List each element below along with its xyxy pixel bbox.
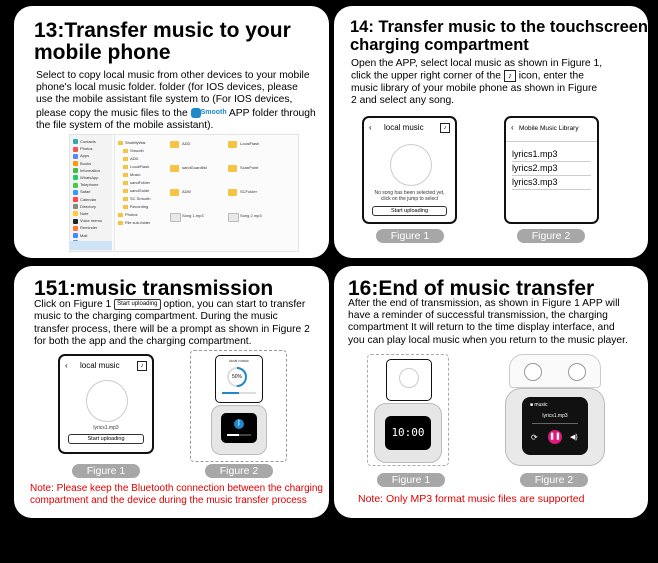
panel-music-transmission [14,266,329,518]
song-item[interactable]: lyrics2.mp3 [512,162,591,176]
panel-13-title [34,20,291,64]
panel-transfer-to-compartment [334,6,648,258]
p13-body-line: the file system of the mobile assistant). [36,119,214,131]
p13-body-text: APP folder through [228,107,316,119]
sidebar-item-label: Telephone [80,182,99,188]
p13-body-line: phone's local music folder. folder (for IOS devices, please [36,82,298,94]
album-circle [86,380,128,422]
mini-phone [215,355,263,403]
p13-body-line: Select to copy local music from other devices to your mobile [36,70,310,81]
sidebar-item-label: Photos [80,146,93,152]
no-song-line: No song has been selected yet, [374,190,445,196]
file-icon[interactable] [170,213,181,222]
folder-icon[interactable] [170,165,179,172]
header-divider [506,141,597,142]
mini-phone-circle [399,368,419,388]
progress-ring [227,367,247,387]
figure-2-illustration [499,354,609,466]
case-screen [385,416,431,450]
panel-15-body [34,299,326,348]
panel-14-body [351,58,645,108]
folder-icon [123,157,128,161]
panel-13-body [36,70,326,132]
smooth-app-icon [191,108,201,118]
tree-item-label: Recording [130,204,149,209]
folder-icon [123,173,128,177]
mini-phone-header: local music [229,358,249,363]
tree-item-label: File sub-folder [125,220,151,225]
sidebar-item-label: Safari [80,189,91,195]
p14-body-line: music library of your mobile phone as shown in Figure [351,83,598,95]
p13-body-line: use the mobile assistant file system to (For IOS devices, [36,94,293,106]
folder-label: SCFolder [240,189,257,194]
folder-label: ScanPoint [240,165,259,170]
no-song-line: click on the jump to select [380,196,439,202]
phone-header-title: local music [384,123,424,132]
panel-14-title-line1: 14: Transfer music to the touchscreen [350,18,648,36]
file-icon[interactable] [228,213,239,222]
p15-body-line: transfer process, there will be a prompt as shown in Figure 2 [34,323,310,335]
folder-icon[interactable] [170,189,179,196]
figure-1-label: Figure 1 [376,229,444,243]
file-manager-sidebar [70,135,112,251]
note-line: compartment and the device during the music transfer process [30,495,307,506]
file-manager-screenshot [69,134,299,252]
sidebar-item-label: Contacts [80,139,96,144]
sidebar-selected-highlight [70,241,112,250]
tree-item[interactable] [118,218,150,227]
sidebar-item-label: WhatsApp [80,175,99,180]
tree-item-label: ADD [130,156,139,161]
folder-icon [123,181,128,185]
panel-13-title-line1: 13:Transfer music to your [34,19,291,42]
phone-music-library [504,116,599,224]
tree-item-label: ShotMyWar [125,140,146,145]
sidebar-item-label: Information [80,167,101,173]
sidebar-item-label: Note [80,211,89,216]
tree-item-label: Smooth [130,148,144,153]
selected-song: lyrics1.mp3 [93,425,119,431]
player-label: music [534,402,548,408]
file-manager-grid [166,139,296,247]
p16-body-line: you can play local music when you return to the music player. [348,334,628,346]
start-uploading-button[interactable]: Start uploading [68,434,144,444]
p15-body-line [34,299,326,311]
folder-icon [123,197,128,201]
p14-body-line: Open the APP, select local music as shown in Figure 1, [351,58,603,69]
back-chevron-icon[interactable]: ‹ [369,123,372,132]
player-label-row [530,402,547,408]
phone-local-music-uploading [58,354,154,454]
folder-icon [118,213,123,217]
panel-14-title [350,18,648,54]
phone-header-title: local music [80,361,120,370]
case-screen [221,413,257,443]
figure-2-label: Figure 2 [517,229,585,243]
charging-case [374,403,442,463]
case-body [505,388,605,466]
panel-15-title: 151:music transmission [34,277,274,300]
music-library-icon[interactable]: ♪ [440,123,450,133]
sidebar-item-label: Reminder [80,225,98,231]
player-progress-bar [532,423,578,424]
bluetooth-note [30,483,328,507]
left-earbud-icon [524,363,542,381]
start-uploading-button[interactable]: Start uploading [372,206,447,216]
inline-start-uploading-button: Start uploading [114,299,160,310]
panel-13-title-line2: mobile phone [34,41,171,64]
sidebar-item-label: Mail [80,232,88,238]
folder-icon[interactable] [228,189,237,196]
tree-item-label: LocalFlash [130,164,150,169]
music-small-icon: ■ [530,402,534,408]
folder-icon [123,165,128,169]
p13-body-line [36,107,326,120]
sidebar-item-label: Calendar [80,196,97,202]
p14-body-text: icon, enter the [518,70,584,82]
panel-16-title: 16:End of music transfer [348,277,595,300]
folder-icon [123,149,128,153]
panel-16-body [348,298,644,347]
p15-body-text: option, you can start to transfer [163,299,306,311]
right-earbud-icon [568,363,586,381]
folder-icon [123,205,128,209]
sidebar-item-label: Books [80,160,92,166]
progress-percent: 50% [231,374,242,380]
repeat-icon[interactable]: ⟳ [531,433,538,442]
folder-icon[interactable] [228,165,237,172]
back-chevron-icon[interactable]: ‹ [511,123,514,132]
album-circle [390,144,432,186]
charging-case [211,405,267,455]
mini-phone [386,359,432,401]
music-note-icon: ♪ [504,70,516,82]
p13-body-text: please copy the music files to the [36,107,188,119]
player-song-title: lyrics1.mp3 [542,413,568,419]
sidebar-item-label: Voice memo [80,218,103,224]
folder-label: Song 2.mp3 [240,213,262,218]
song-item[interactable]: lyrics1.mp3 [512,148,591,162]
note-line: Note: Please keep the Bluetooth connection between the charging [30,483,323,494]
case-progress-bar [227,434,251,436]
volume-icon[interactable]: ◀) [570,434,578,441]
panel-end-of-transfer [334,266,648,518]
folder-icon [118,221,123,225]
case-lid [509,354,601,388]
p15-body-line: music to the charging compartment. During the music [34,311,278,323]
case-progress-fill [227,434,239,436]
p14-body-line [351,70,645,83]
p14-body-line: 2 and select any song. [351,95,455,107]
folder-label: ADM [182,189,191,194]
mp3-note: Note: Only MP3 format music files are supported [358,493,585,505]
p16-body-line: After the end of transmission, as shown in Figure 1 APP will [348,298,620,309]
back-chevron-icon[interactable]: ‹ [65,361,68,370]
figure-1-label: Figure 1 [377,473,445,487]
tree-item-label: sandGuide [130,188,150,193]
p16-body-line: compartment It will return to the time display interface, and [348,322,615,334]
tree-item-label: Music [130,172,141,177]
sidebar-item-label: Directory [80,203,97,209]
panel-transfer-to-phone [14,6,329,258]
mini-progress-bar [222,392,256,394]
p16-body-line: have a reminder of successful transmission, the charging [348,310,608,322]
p15-body-text: Click on Figure 1 [34,299,112,311]
clock-display: 10:00 [391,426,425,439]
figure-1-illustration [367,354,449,466]
player-screen [522,397,588,455]
folder-label: LocalFlash [240,141,260,146]
play-pause-button[interactable]: ❚❚ [548,430,562,444]
smooth-app-name: Smooth [200,108,227,116]
folder-icon[interactable] [228,141,237,148]
folder-label: ADD [182,141,191,146]
phone-local-music [362,116,457,224]
progress-illustration [190,350,287,462]
tree-item-label: sandFolder [130,180,151,185]
folder-label: Song 1.mp3 [182,213,204,218]
file-manager-tree [114,135,165,251]
folder-icon[interactable] [170,141,179,148]
no-song-message [368,190,451,202]
mini-progress-fill [222,392,239,394]
figure-2-label: Figure 2 [205,464,273,478]
phone-header-title: Mobile Music Library [519,125,579,132]
p14-body-text: click the upper right corner of the [351,70,501,82]
panel-14-title-line2: charging compartment [350,36,529,54]
tree-item-label: Photos [125,212,138,217]
folder-icon [123,189,128,193]
figure-2-label: Figure 2 [520,473,588,487]
song-item[interactable]: lyrics3.mp3 [512,176,591,190]
p15-body-line: for both the app and the charging compartment. [34,335,252,347]
folder-icon [118,141,123,145]
figure-1-label: Figure 1 [72,464,140,478]
sidebar-item-label: Apps [80,153,90,159]
music-library-icon[interactable]: ♪ [137,361,147,371]
folder-label: sandGuardlist [182,165,207,170]
tree-item-label: SC Smooth [130,196,151,201]
bluetooth-icon: ᛒ [234,419,244,429]
